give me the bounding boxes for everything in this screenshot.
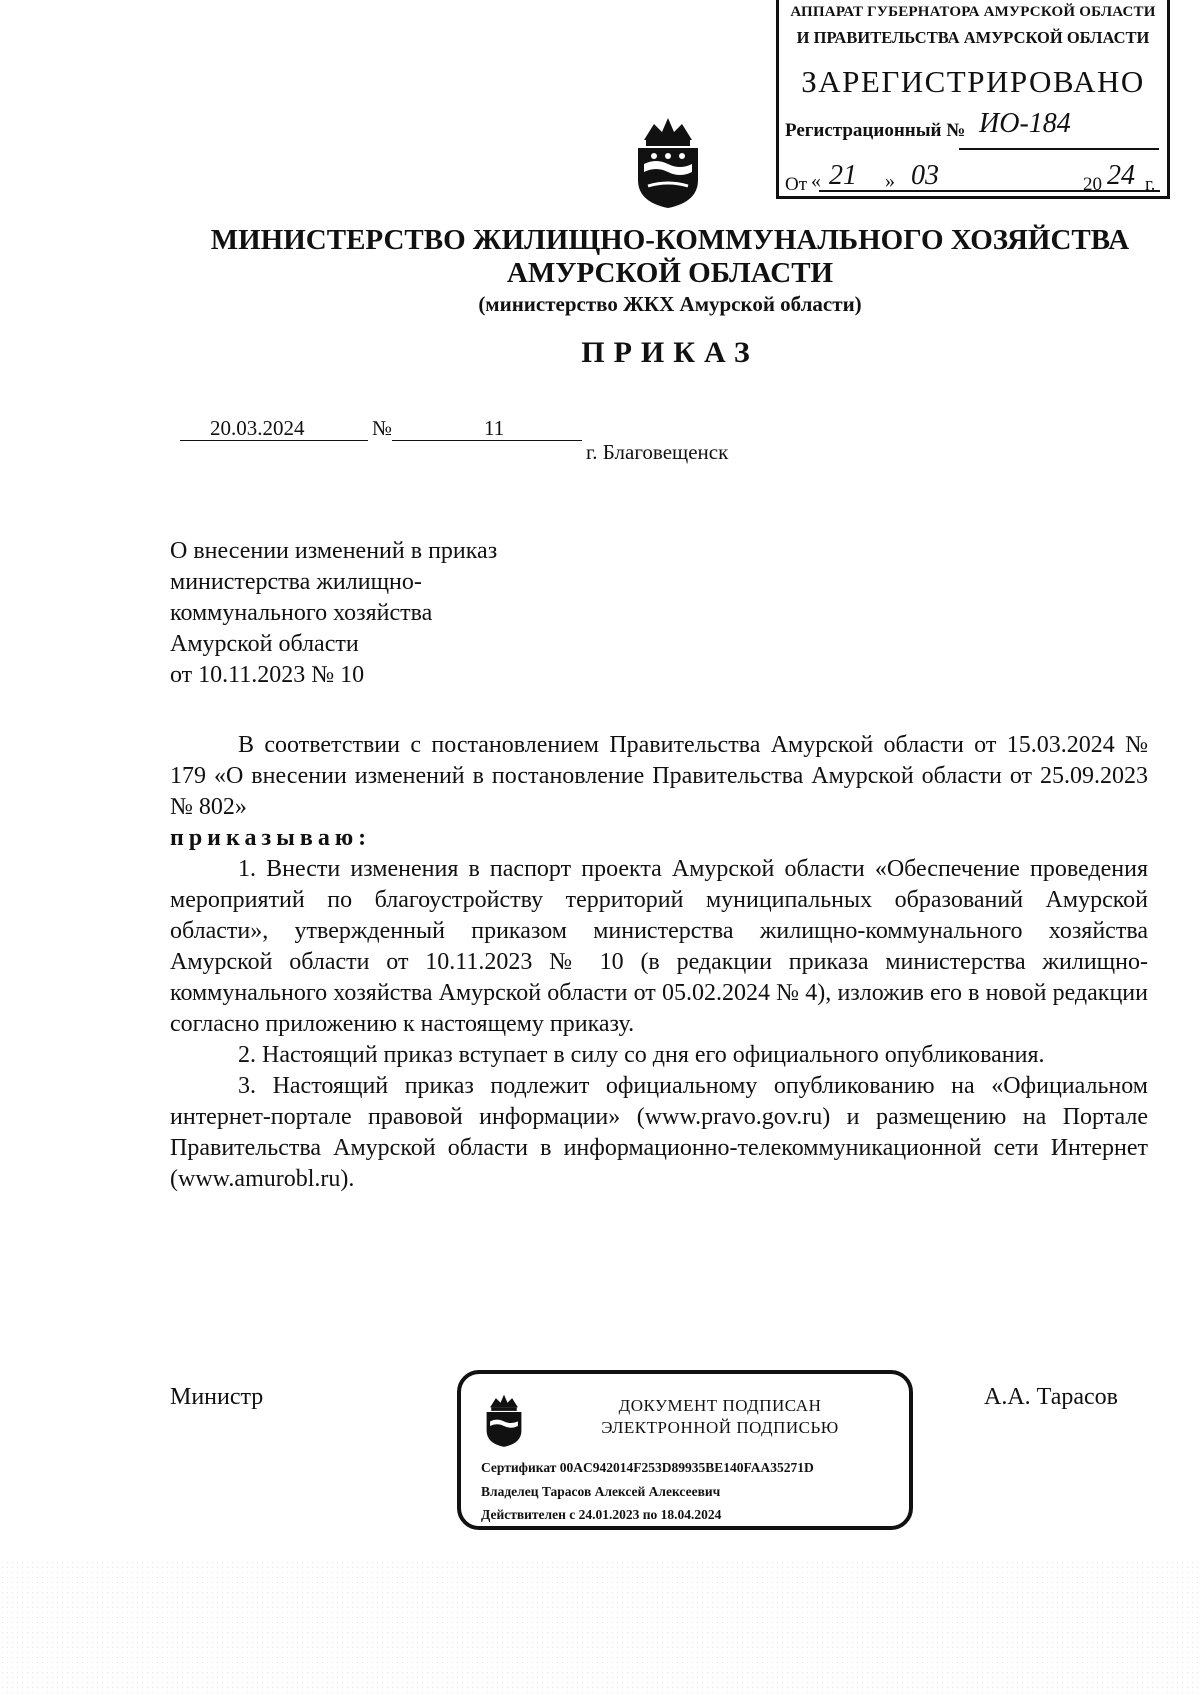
stamp-month: 03 <box>911 160 939 191</box>
document-type: ПРИКАЗ <box>581 336 759 369</box>
esign-validity: Действителен с 24.01.2023 по 18.04.2024 <box>481 1507 722 1522</box>
coat-of-arms-icon <box>483 1390 525 1448</box>
stamp-year-unit: г. <box>1145 174 1156 195</box>
order-city: г. Благовещенск <box>586 440 729 464</box>
order-item: 3. Настоящий приказ подлежит официальному опубликованию на «Официальном интернет-портале правовой информации» (www.pravo.gov.ru) и размещению на Портале Правительства Амурской области в информационно-телекоммуникационной сети Интернет (www.amurobl.ru). <box>170 1073 1148 1192</box>
registration-stamp <box>776 0 1170 199</box>
stamp-year-prefix: 20 <box>1083 174 1102 195</box>
order-number: 11 <box>484 416 505 440</box>
order-number-underline <box>392 440 582 441</box>
stamp-title: ЗАРЕГИСТРИРОВАНО <box>801 64 1145 99</box>
stamp-day: 21 <box>829 160 857 191</box>
ministry-short-name: (министерство ЖКХ Амурской области) <box>478 292 862 316</box>
signer-name: А.А. Тарасов <box>984 1384 1119 1410</box>
stamp-year-suffix: 24 <box>1107 160 1135 191</box>
ministry-name <box>0 224 1200 290</box>
signer-role: Министр <box>170 1384 264 1410</box>
coat-of-arms-icon <box>634 110 702 210</box>
subject-line: О внесении изменений в приказ <box>170 538 498 564</box>
stamp-quote-close: » <box>885 170 895 192</box>
stamp-quote-open: « <box>811 170 821 192</box>
subject-line: Амурской области <box>170 631 359 657</box>
order-number-sign: № <box>372 416 393 440</box>
ministry-name-line2: АМУРСКОЙ ОБЛАСТИ <box>506 257 834 289</box>
stamp-reg-label: Регистрационный № <box>785 120 966 141</box>
order-item: 1. Внести изменения в паспорт проекта Амурской области «Обеспечение проведения мероприятий по благоустройству территорий муниципальных образований Амурской области», утвержденный приказом министерства жилищно-коммунального хозяйства Амурской области от 10.11.2023 № 10 (в редакции приказа министерства жилищно-коммунального хозяйства Амурской области от 05.02.2024 № 4), изложив его в новой редакции согласно приложению к настоящему приказу. <box>170 856 1148 1037</box>
esign-certificate: Сертификат 00AC942014F253D89935BE140FAA35271D <box>481 1460 814 1475</box>
stamp-org-line2: И ПРАВИТЕЛЬСТВА АМУРСКОЙ ОБЛАСТИ <box>796 28 1150 47</box>
ministry-name-line1: МИНИСТЕРСТВО ЖИЛИЩНО-КОММУНАЛЬНОГО ХОЗЯЙСТВА <box>210 224 1130 256</box>
stamp-reg-number: ИО-184 <box>979 108 1071 139</box>
order-word: приказываю: <box>170 825 372 851</box>
preamble-paragraph: В соответствии с постановлением Правительства Амурской области от 15.03.2024 № 179 «О внесении изменений в постановление Правительства Амурской области от 25.09.2023 № 802» <box>170 732 1148 820</box>
stamp-org-line1: АППАРАТ ГУБЕРНАТОРА АМУРСКОЙ ОБЛАСТИ <box>790 4 1156 20</box>
scan-noise <box>0 1560 1200 1695</box>
stamp-reg-underline <box>959 148 1159 150</box>
order-item: 2. Настоящий приказ вступает в силу со дня его официального опубликования. <box>238 1042 1045 1068</box>
order-date-underline <box>180 440 368 441</box>
order-body <box>170 730 1148 1195</box>
order-date: 20.03.2024 <box>210 416 305 440</box>
stamp-date-prefix: От <box>785 174 808 195</box>
electronic-signature-stamp <box>457 1370 913 1530</box>
esign-title-line1: ДОКУМЕНТ ПОДПИСАН <box>618 1396 822 1415</box>
subject-line: от 10.11.2023 № 10 <box>170 662 365 688</box>
esign-owner: Владелец Тарасов Алексей Алексеевич <box>481 1484 721 1499</box>
subject-line: министерства жилищно- <box>170 569 422 595</box>
subject-line: коммунального хозяйства <box>170 600 433 626</box>
esign-title-line2: ЭЛЕКТРОННОЙ ПОДПИСЬЮ <box>601 1418 839 1437</box>
order-subject <box>170 536 630 691</box>
